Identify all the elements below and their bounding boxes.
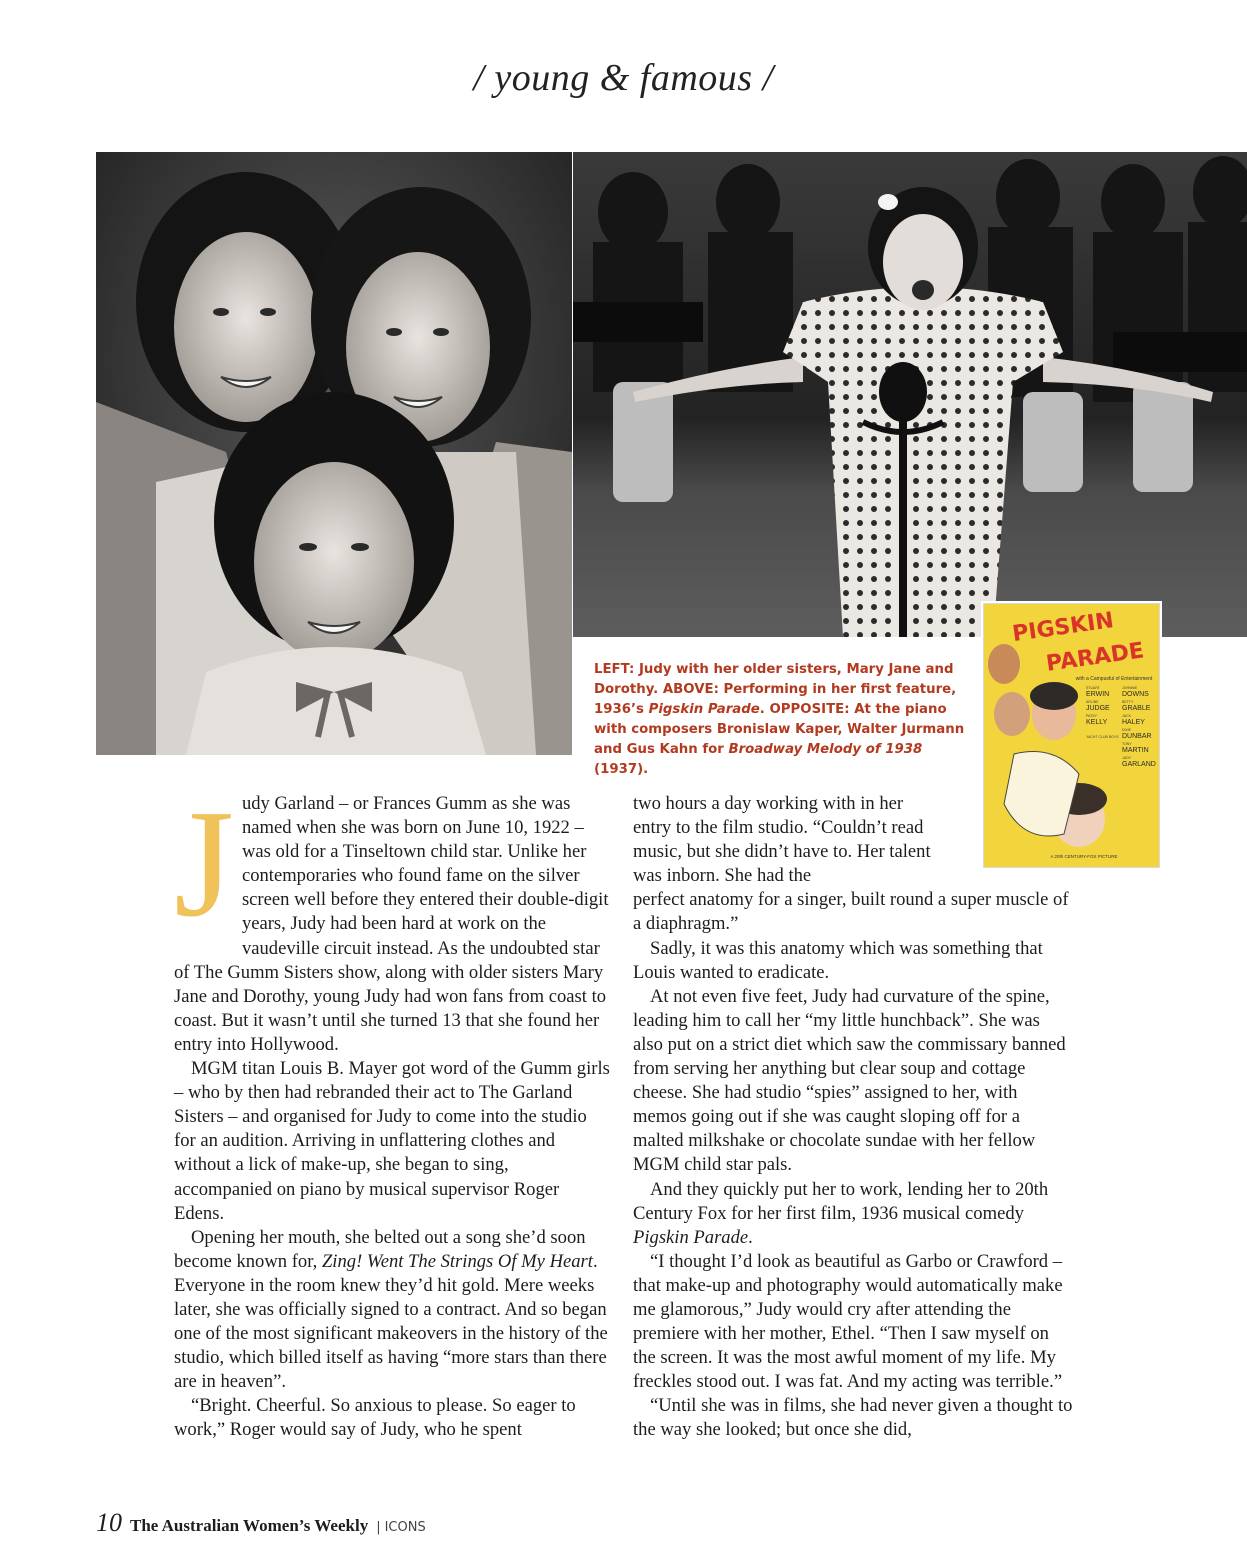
caption-opposite-label: OPPOSITE:: [769, 702, 850, 717]
article-paragraph: MGM titan Louis B. Mayer got word of the Gumm girls – who by then had rebranded their act to The Garland Sisters – and organised for Judy to come into the studio for an audition. Arriving in unflattering clothes and without a lick of make-up, she began to sing, accompanied on piano by musical supervisor Roger Edens.: [174, 1058, 610, 1224]
article-paragraph: [633, 1178, 1073, 1250]
caption-above-text: Performing in her first feature, 1936’s: [594, 682, 957, 717]
poster-credit: DOWNS: [1122, 691, 1149, 698]
caption-left-label: LEFT:: [594, 662, 635, 677]
poster-credit: GRABLE: [1122, 705, 1151, 712]
poster-credit: MARTIN: [1122, 747, 1149, 754]
article-paragraph: [174, 779, 610, 1057]
poster-credit: ARLINE: [1086, 700, 1099, 704]
song-title: Zing! Went The Strings Of My Heart: [321, 1250, 593, 1272]
article-paragraph-text: udy Garland – or Frances Gumm as she was named when she was born on June 10, 1922 – was old for a Tinseltown child star. Unlike her contemporaries who found fame on the silver screen well before they entered their double-digit years, Judy had been hard at work on the vaudeville circuit instead. As the undoubted star of The Gumm Sisters show, along with older sisters Mary Jane and Dorothy, young Judy had won fans from coast to coast. But it wasn’t until she turned 13 that she found her entry into Hollywood.: [174, 793, 609, 1055]
page-footer: [96, 1508, 426, 1538]
poster-title-line1: PIGSKIN: [1010, 608, 1116, 648]
footer-separator: |: [376, 1520, 381, 1535]
article-paragraph: [633, 792, 1073, 937]
sisters-photo: [96, 152, 572, 755]
article-paragraph: At not even five feet, Judy had curvature of the spine, leading him to call her “my little hunchback”. She was also put on a strict diet which saw the commissary banned from serving her anything but clear soup and cottage cheese. She had studio “spies” assigned to her, with memos going out if she was caught sloping off for a malted milkshake or chocolate sundae with her fellow MGM child star pals.: [633, 985, 1066, 1176]
article-column-right: [633, 792, 1073, 1443]
caption-opposite-title: Broadway Melody of 1938: [728, 742, 923, 757]
poster-credit: JOHNNIE: [1122, 686, 1138, 690]
article-paragraph: “I thought I’d look as beautiful as Garbo or Crawford – that make-up and photography would automatically make me glamorous,” Judy would cry after attending the premiere with her mother, Ethel. “Then I saw myself on the screen. It was the most awful moment of my life. My freckles stood out. I was fat. And my acting was terrible.”: [633, 1250, 1063, 1393]
magazine-name: The Australian Women’s Weekly: [130, 1516, 369, 1535]
caption-above-label: ABOVE:: [662, 682, 719, 697]
film-title: Pigskin Parade: [633, 1226, 749, 1248]
article-paragraph-text: two hours a day working with in her entry to the film studio. “Couldn’t read music, but she didn’t have to. Her talent was inborn. She had the: [633, 793, 931, 887]
article-paragraph: “Until she was in films, she had never given a thought to the way she looked; but once she did,: [633, 1395, 1073, 1441]
article-paragraph-text: And they quickly put her to work, lending her to 20th Century Fox for her first film, 1936 musical comedy: [633, 1178, 1049, 1224]
performance-photo: [573, 152, 1247, 637]
poster-credit: TONY: [1122, 742, 1132, 746]
article-paragraph: “Bright. Cheerful. So anxious to please. So eager to work,” Roger would say of Judy, who he spent: [174, 1395, 576, 1441]
poster-studio: A 20th CENTURY-FOX PICTURE: [1050, 854, 1118, 859]
caption-left-text: Judy with her older sisters, Mary Jane and Dorothy.: [594, 662, 954, 697]
article-paragraph: [174, 1226, 610, 1395]
poster-credit: GARLAND: [1122, 761, 1156, 768]
page-number: 10: [96, 1508, 122, 1537]
poster-credit: BETTY: [1122, 700, 1134, 704]
poster-credit: JUDGE: [1086, 705, 1110, 712]
article-paragraph-text: . Everyone in the room knew they’d hit gold. Mere weeks later, she was officially signed to a contract. And so began one of the most significant makeovers in the history of the studio, which billed itself as having “more stars than there are in heaven”.: [174, 1250, 608, 1393]
caption-opposite-text: At the piano with composers Bronislaw Kaper, Walter Jurmann and Gus Kahn for: [594, 702, 965, 757]
article-paragraph-text: Opening her mouth, she belted out a song she’d soon become known for,: [174, 1226, 586, 1272]
article-paragraph: Sadly, it was this anatomy which was something that Louis wanted to eradicate.: [633, 937, 1043, 983]
poster-credit: DIXIE: [1122, 728, 1132, 732]
article-column-left: [174, 779, 610, 1443]
poster-credit: HALEY: [1122, 719, 1145, 726]
poster-credit: KELLY: [1086, 719, 1108, 726]
poster-tagline: with a Campusful of Entertainment: [1075, 676, 1153, 682]
footer-section: ICONS: [384, 1520, 426, 1535]
drop-cap: J: [174, 779, 234, 949]
caption-opposite-end: (1937).: [594, 762, 649, 777]
poster-credit: ERWIN: [1086, 691, 1110, 698]
poster-credit: JUDY: [1122, 756, 1132, 760]
poster-credit: YACHT CLUB BOYS: [1086, 735, 1119, 739]
poster-credit: STUART: [1086, 686, 1100, 690]
poster-credit: DUNBAR: [1122, 733, 1152, 740]
article-paragraph-text: .: [748, 1226, 753, 1248]
poster-title-line2: PARADE: [1044, 638, 1146, 677]
poster-credit: JACK: [1122, 714, 1131, 718]
poster-credit: PATSY: [1086, 714, 1097, 718]
article-paragraph-text: perfect anatomy for a singer, built round a super muscle of a diaphragm.”: [633, 889, 1069, 935]
section-title: / young & famous /: [473, 57, 774, 99]
caption-above-title: Pigskin Parade: [648, 702, 760, 717]
caption-above-end: .: [759, 702, 770, 717]
photo-caption: [594, 660, 972, 780]
